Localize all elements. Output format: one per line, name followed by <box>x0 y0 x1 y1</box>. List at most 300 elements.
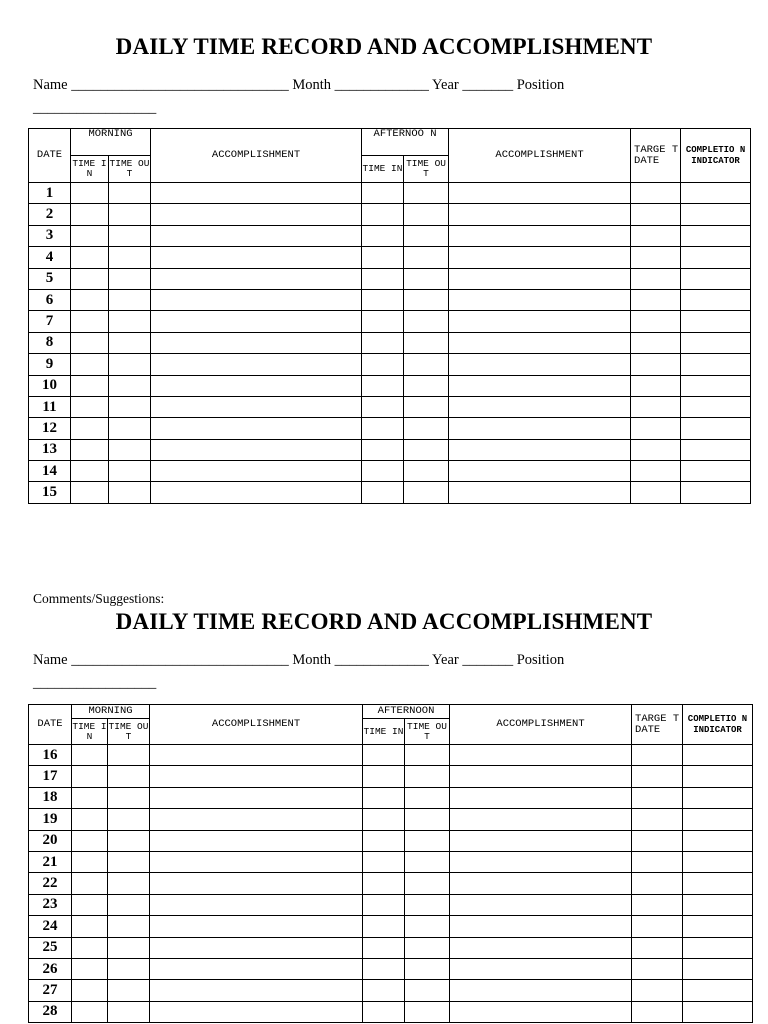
morning-time-in-header: TIME IN <box>72 719 108 745</box>
day-number: 22 <box>29 873 72 894</box>
form1-info-line: Name ______________________________ Month _____________ Year _______ Position <box>33 77 565 93</box>
form1-position-line: _________________ <box>33 100 157 116</box>
morning-time-in-cell[interactable] <box>71 396 109 417</box>
day-number: 20 <box>29 830 72 851</box>
afternoon-time-out-cell[interactable] <box>405 937 450 958</box>
afternoon-time-in-cell[interactable] <box>362 482 404 503</box>
afternoon-time-out-cell[interactable] <box>404 332 449 353</box>
morning-time-out-cell[interactable] <box>109 268 151 289</box>
target-date-cell[interactable] <box>632 745 683 766</box>
afternoon-accomplishment-cell[interactable] <box>449 204 631 225</box>
afternoon-time-in-cell[interactable] <box>363 851 405 872</box>
day-number: 16 <box>29 745 72 766</box>
afternoon-time-out-cell[interactable] <box>404 247 449 268</box>
morning-time-in-cell[interactable] <box>71 204 109 225</box>
completion-indicator-cell[interactable] <box>681 268 751 289</box>
afternoon-time-in-cell[interactable] <box>363 980 405 1001</box>
table-row <box>29 980 753 1001</box>
afternoon-accomplishment-cell[interactable] <box>449 311 631 332</box>
afternoon-time-out-cell[interactable] <box>405 980 450 1001</box>
afternoon-accomplishment-cell[interactable] <box>450 851 632 872</box>
afternoon-time-out-cell[interactable] <box>405 873 450 894</box>
target-date-cell[interactable] <box>631 183 681 204</box>
morning-time-out-cell[interactable] <box>108 745 150 766</box>
morning-accomplishment-cell[interactable] <box>151 247 362 268</box>
morning-time-out-cell[interactable] <box>109 332 151 353</box>
completion-indicator-cell[interactable] <box>683 873 753 894</box>
table-row <box>29 461 751 482</box>
afternoon-accomplishment-cell[interactable] <box>449 354 631 375</box>
morning-time-out-cell[interactable] <box>108 873 150 894</box>
afternoon-time-out-cell[interactable] <box>405 958 450 979</box>
day-number: 10 <box>29 375 71 396</box>
morning-time-in-cell[interactable] <box>72 766 108 787</box>
morning-accomplishment-cell[interactable] <box>150 894 363 915</box>
afternoon-time-out-cell[interactable] <box>404 204 449 225</box>
afternoon-time-out-cell[interactable] <box>405 1001 450 1022</box>
target-date-cell[interactable] <box>631 268 681 289</box>
afternoon-time-out-cell[interactable] <box>404 183 449 204</box>
afternoon-time-out-header: TIME OUT <box>404 156 449 183</box>
afternoon-accomplishment-cell[interactable] <box>450 745 632 766</box>
afternoon-time-out-cell[interactable] <box>404 461 449 482</box>
day-number: 15 <box>29 482 71 503</box>
form1-rows <box>29 183 751 504</box>
afternoon-time-out-cell[interactable] <box>404 354 449 375</box>
completion-indicator-cell[interactable] <box>681 289 751 310</box>
morning-time-out-cell[interactable] <box>109 225 151 246</box>
table-row <box>29 958 753 979</box>
morning-time-out-cell[interactable] <box>108 851 150 872</box>
afternoon-time-in-cell[interactable] <box>363 809 405 830</box>
form2-title: DAILY TIME RECORD AND ACCOMPLISHMENT <box>115 609 653 634</box>
completion-indicator-cell[interactable] <box>681 418 751 439</box>
afternoon-time-in-cell[interactable] <box>362 247 404 268</box>
morning-time-out-cell[interactable] <box>109 461 151 482</box>
target-date-cell[interactable] <box>632 980 683 1001</box>
afternoon-time-in-cell[interactable] <box>363 1001 405 1022</box>
afternoon-time-out-cell[interactable] <box>405 916 450 937</box>
morning-time-in-cell[interactable] <box>71 183 109 204</box>
afternoon-time-in-cell[interactable] <box>363 916 405 937</box>
target-date-cell[interactable] <box>631 289 681 310</box>
completion-indicator-cell[interactable] <box>683 916 753 937</box>
completion-indicator-cell[interactable] <box>683 787 753 808</box>
table-row <box>29 745 753 766</box>
day-number: 23 <box>29 894 72 915</box>
morning-accomplishment-cell[interactable] <box>151 482 362 503</box>
afternoon-accomplishment-cell[interactable] <box>449 482 631 503</box>
afternoon-time-out-cell[interactable] <box>405 851 450 872</box>
target-date-cell[interactable] <box>632 958 683 979</box>
table-row <box>29 204 751 225</box>
completion-indicator-cell[interactable] <box>683 851 753 872</box>
table-row <box>29 311 751 332</box>
afternoon-time-in-cell[interactable] <box>362 396 404 417</box>
completion-indicator-cell[interactable] <box>683 894 753 915</box>
morning-time-out-cell[interactable] <box>108 830 150 851</box>
afternoon-time-out-cell[interactable] <box>404 268 449 289</box>
completion-indicator-header: COMPLETIO N INDICATOR <box>683 705 753 745</box>
afternoon-time-in-cell[interactable] <box>363 937 405 958</box>
morning-time-in-cell[interactable] <box>72 809 108 830</box>
afternoon-time-in-cell[interactable] <box>363 873 405 894</box>
afternoon-time-in-cell[interactable] <box>362 183 404 204</box>
completion-indicator-cell[interactable] <box>683 745 753 766</box>
afternoon-accomplishment-cell[interactable] <box>450 980 632 1001</box>
day-number: 4 <box>29 247 71 268</box>
afternoon-accomplishment-cell[interactable] <box>450 873 632 894</box>
afternoon-time-in-cell[interactable] <box>362 375 404 396</box>
form2-time-record-table <box>28 704 753 1023</box>
day-number: 13 <box>29 439 71 460</box>
morning-accomplishment-cell[interactable] <box>150 851 363 872</box>
completion-indicator-cell[interactable] <box>681 461 751 482</box>
morning-time-in-cell[interactable] <box>71 268 109 289</box>
day-number: 11 <box>29 396 71 417</box>
day-number: 8 <box>29 332 71 353</box>
morning-accomplishment-cell[interactable] <box>150 873 363 894</box>
morning-time-out-cell[interactable] <box>108 958 150 979</box>
target-date-cell[interactable] <box>631 439 681 460</box>
afternoon-time-out-cell[interactable] <box>404 375 449 396</box>
target-date-header: TARGE T DATE <box>632 705 683 745</box>
morning-time-in-cell[interactable] <box>72 916 108 937</box>
table-row <box>29 873 753 894</box>
morning-time-out-cell[interactable] <box>109 482 151 503</box>
table-row <box>29 851 753 872</box>
target-date-cell[interactable] <box>631 482 681 503</box>
morning-time-in-cell[interactable] <box>71 311 109 332</box>
afternoon-time-out-cell[interactable] <box>404 311 449 332</box>
afternoon-time-out-cell[interactable] <box>404 418 449 439</box>
morning-time-out-cell[interactable] <box>109 375 151 396</box>
target-date-cell[interactable] <box>631 225 681 246</box>
afternoon-time-out-cell[interactable] <box>404 289 449 310</box>
table-row <box>29 396 751 417</box>
afternoon-time-in-header: TIME IN <box>363 719 405 745</box>
afternoon-time-out-cell[interactable] <box>404 225 449 246</box>
morning-accomplishment-cell[interactable] <box>151 332 362 353</box>
target-date-cell[interactable] <box>631 332 681 353</box>
morning-time-in-cell[interactable] <box>72 980 108 1001</box>
morning-time-in-cell[interactable] <box>71 225 109 246</box>
morning-time-out-cell[interactable] <box>109 183 151 204</box>
target-date-cell[interactable] <box>631 375 681 396</box>
target-date-cell[interactable] <box>632 809 683 830</box>
target-date-cell[interactable] <box>632 1001 683 1022</box>
target-date-cell[interactable] <box>632 830 683 851</box>
target-date-cell[interactable] <box>632 894 683 915</box>
morning-accomplishment-cell[interactable] <box>151 461 362 482</box>
afternoon-time-in-cell[interactable] <box>363 830 405 851</box>
morning-time-in-cell[interactable] <box>71 461 109 482</box>
morning-time-in-cell[interactable] <box>72 745 108 766</box>
table-row <box>29 247 751 268</box>
morning-time-in-cell[interactable] <box>72 958 108 979</box>
table-row <box>29 937 753 958</box>
afternoon-time-in-cell[interactable] <box>362 268 404 289</box>
day-number: 21 <box>29 851 72 872</box>
target-date-header: TARGE T DATE <box>631 129 681 183</box>
morning-accomplishment-cell[interactable] <box>151 183 362 204</box>
afternoon-time-in-cell[interactable] <box>363 787 405 808</box>
morning-accomplishment-cell[interactable] <box>151 354 362 375</box>
morning-accomplishment-cell[interactable] <box>151 311 362 332</box>
morning-accomplishment-cell[interactable] <box>150 766 363 787</box>
afternoon-time-out-header: TIME OUT <box>405 719 450 745</box>
morning-time-in-header: TIME IN <box>71 156 109 183</box>
afternoon-accomplishment-cell[interactable] <box>449 439 631 460</box>
morning-time-out-cell[interactable] <box>108 980 150 1001</box>
morning-time-in-cell[interactable] <box>71 354 109 375</box>
day-number: 28 <box>29 1001 72 1022</box>
morning-time-out-cell[interactable] <box>108 1001 150 1022</box>
target-date-cell[interactable] <box>632 937 683 958</box>
afternoon-time-in-cell[interactable] <box>363 958 405 979</box>
afternoon-accomplishment-cell[interactable] <box>449 289 631 310</box>
afternoon-time-out-cell[interactable] <box>404 439 449 460</box>
morning-accomplishment-cell[interactable] <box>150 1001 363 1022</box>
target-date-cell[interactable] <box>631 247 681 268</box>
morning-header: MORNING <box>72 705 150 719</box>
morning-time-out-cell[interactable] <box>109 204 151 225</box>
afternoon-time-in-cell[interactable] <box>362 225 404 246</box>
target-date-cell[interactable] <box>631 204 681 225</box>
afternoon-time-in-cell[interactable] <box>363 894 405 915</box>
morning-accomplishment-cell[interactable] <box>150 937 363 958</box>
accomplishment-header: ACCOMPLISHMENT <box>151 129 362 183</box>
morning-time-in-cell[interactable] <box>72 787 108 808</box>
morning-accomplishment-cell[interactable] <box>151 204 362 225</box>
morning-accomplishment-cell[interactable] <box>151 289 362 310</box>
afternoon-accomplishment-cell[interactable] <box>449 183 631 204</box>
completion-indicator-cell[interactable] <box>683 1001 753 1022</box>
target-date-cell[interactable] <box>631 396 681 417</box>
target-date-cell[interactable] <box>631 461 681 482</box>
morning-accomplishment-cell[interactable] <box>150 916 363 937</box>
day-number: 2 <box>29 204 71 225</box>
morning-accomplishment-cell[interactable] <box>151 418 362 439</box>
completion-indicator-cell[interactable] <box>681 439 751 460</box>
afternoon-accomplishment-cell[interactable] <box>450 894 632 915</box>
afternoon-accomplishment-cell[interactable] <box>450 1001 632 1022</box>
morning-accomplishment-cell[interactable] <box>150 809 363 830</box>
table-row <box>29 418 751 439</box>
afternoon-accomplishment-cell[interactable] <box>450 787 632 808</box>
morning-accomplishment-cell[interactable] <box>150 958 363 979</box>
afternoon-time-in-cell[interactable] <box>363 745 405 766</box>
afternoon-accomplishment-cell[interactable] <box>449 247 631 268</box>
morning-time-out-cell[interactable] <box>109 396 151 417</box>
morning-time-out-cell[interactable] <box>108 937 150 958</box>
completion-indicator-cell[interactable] <box>683 809 753 830</box>
morning-accomplishment-cell[interactable] <box>151 396 362 417</box>
form2-info-line: Name ______________________________ Month _____________ Year _______ Position <box>33 652 565 668</box>
day-number: 27 <box>29 980 72 1001</box>
target-date-cell[interactable] <box>631 354 681 375</box>
completion-indicator-cell[interactable] <box>681 396 751 417</box>
completion-indicator-cell[interactable] <box>683 937 753 958</box>
morning-accomplishment-cell[interactable] <box>151 375 362 396</box>
table-row <box>29 482 751 503</box>
table-row <box>29 787 753 808</box>
morning-accomplishment-cell[interactable] <box>150 980 363 1001</box>
comments-label: Comments/Suggestions: <box>33 591 165 606</box>
day-number: 17 <box>29 766 72 787</box>
morning-time-in-cell[interactable] <box>71 375 109 396</box>
afternoon-accomplishment-cell[interactable] <box>449 396 631 417</box>
completion-indicator-cell[interactable] <box>681 204 751 225</box>
accomplishment-header: ACCOMPLISHMENT <box>449 129 631 183</box>
afternoon-accomplishment-cell[interactable] <box>450 809 632 830</box>
morning-time-in-cell[interactable] <box>72 851 108 872</box>
afternoon-time-out-cell[interactable] <box>405 766 450 787</box>
morning-time-out-cell[interactable] <box>108 894 150 915</box>
date-header: DATE <box>29 705 72 745</box>
afternoon-header: AFTERNOON <box>363 705 450 719</box>
table-row <box>29 289 751 310</box>
afternoon-accomplishment-cell[interactable] <box>450 766 632 787</box>
table-row <box>29 183 751 204</box>
target-date-cell[interactable] <box>632 787 683 808</box>
morning-time-in-cell[interactable] <box>71 247 109 268</box>
morning-header: MORNING <box>71 129 151 156</box>
morning-time-in-cell[interactable] <box>71 289 109 310</box>
completion-indicator-cell[interactable] <box>681 354 751 375</box>
morning-time-out-cell[interactable] <box>108 809 150 830</box>
afternoon-time-in-cell[interactable] <box>362 311 404 332</box>
table-row <box>29 268 751 289</box>
table-row <box>29 1001 753 1022</box>
day-number: 3 <box>29 225 71 246</box>
afternoon-time-in-cell[interactable] <box>362 354 404 375</box>
afternoon-time-in-cell[interactable] <box>362 289 404 310</box>
morning-time-in-cell[interactable] <box>72 873 108 894</box>
day-number: 6 <box>29 289 71 310</box>
morning-accomplishment-cell[interactable] <box>151 225 362 246</box>
target-date-cell[interactable] <box>632 916 683 937</box>
target-date-cell[interactable] <box>632 851 683 872</box>
morning-accomplishment-cell[interactable] <box>151 439 362 460</box>
afternoon-accomplishment-cell[interactable] <box>449 332 631 353</box>
morning-time-out-cell[interactable] <box>109 311 151 332</box>
morning-time-out-cell[interactable] <box>108 766 150 787</box>
afternoon-time-in-cell[interactable] <box>362 418 404 439</box>
afternoon-time-in-cell[interactable] <box>363 766 405 787</box>
morning-time-in-cell[interactable] <box>71 418 109 439</box>
afternoon-time-out-cell[interactable] <box>404 482 449 503</box>
morning-time-in-cell[interactable] <box>72 937 108 958</box>
table-row <box>29 766 753 787</box>
table-row <box>29 225 751 246</box>
afternoon-accomplishment-cell[interactable] <box>449 268 631 289</box>
table-row <box>29 439 751 460</box>
afternoon-accomplishment-cell[interactable] <box>450 958 632 979</box>
afternoon-accomplishment-cell[interactable] <box>450 830 632 851</box>
afternoon-time-in-cell[interactable] <box>362 204 404 225</box>
completion-indicator-cell[interactable] <box>681 247 751 268</box>
morning-time-out-cell[interactable] <box>108 916 150 937</box>
morning-accomplishment-cell[interactable] <box>150 830 363 851</box>
morning-time-in-cell[interactable] <box>72 1001 108 1022</box>
day-number: 18 <box>29 787 72 808</box>
morning-time-out-cell[interactable] <box>109 439 151 460</box>
table-row <box>29 894 753 915</box>
form1-time-record-table <box>28 128 751 504</box>
afternoon-time-out-cell[interactable] <box>405 745 450 766</box>
morning-time-in-cell[interactable] <box>71 332 109 353</box>
morning-accomplishment-cell[interactable] <box>150 745 363 766</box>
afternoon-time-in-cell[interactable] <box>362 332 404 353</box>
table-row <box>29 354 751 375</box>
morning-time-out-cell[interactable] <box>109 354 151 375</box>
day-number: 1 <box>29 183 71 204</box>
completion-indicator-cell[interactable] <box>681 183 751 204</box>
table-row <box>29 332 751 353</box>
target-date-cell[interactable] <box>632 873 683 894</box>
target-date-cell[interactable] <box>631 311 681 332</box>
afternoon-accomplishment-cell[interactable] <box>450 937 632 958</box>
completion-indicator-cell[interactable] <box>683 958 753 979</box>
completion-indicator-cell[interactable] <box>681 375 751 396</box>
morning-time-out-cell[interactable] <box>109 289 151 310</box>
form1-title: DAILY TIME RECORD AND ACCOMPLISHMENT <box>115 34 653 59</box>
day-number: 14 <box>29 461 71 482</box>
afternoon-accomplishment-cell[interactable] <box>449 225 631 246</box>
morning-time-in-cell[interactable] <box>71 439 109 460</box>
day-number: 25 <box>29 937 72 958</box>
morning-accomplishment-cell[interactable] <box>151 268 362 289</box>
date-header: DATE <box>29 129 71 183</box>
morning-time-in-cell[interactable] <box>72 894 108 915</box>
morning-time-out-header: TIME OUT <box>108 719 150 745</box>
day-number: 5 <box>29 268 71 289</box>
afternoon-accomplishment-cell[interactable] <box>449 461 631 482</box>
target-date-cell[interactable] <box>632 766 683 787</box>
target-date-cell[interactable] <box>631 418 681 439</box>
accomplishment-header: ACCOMPLISHMENT <box>150 705 363 745</box>
morning-time-out-cell[interactable] <box>109 247 151 268</box>
completion-indicator-cell[interactable] <box>683 980 753 1001</box>
afternoon-time-out-cell[interactable] <box>405 809 450 830</box>
table-row <box>29 809 753 830</box>
morning-time-in-cell[interactable] <box>71 482 109 503</box>
completion-indicator-cell[interactable] <box>683 766 753 787</box>
afternoon-time-out-cell[interactable] <box>405 830 450 851</box>
afternoon-time-in-header: TIME IN <box>362 156 404 183</box>
form2-position-line: _________________ <box>33 675 157 691</box>
morning-time-out-cell[interactable] <box>109 418 151 439</box>
completion-indicator-cell[interactable] <box>681 225 751 246</box>
afternoon-time-out-cell[interactable] <box>405 787 450 808</box>
afternoon-time-out-cell[interactable] <box>405 894 450 915</box>
morning-time-out-cell[interactable] <box>108 787 150 808</box>
afternoon-accomplishment-cell[interactable] <box>450 916 632 937</box>
morning-time-in-cell[interactable] <box>72 830 108 851</box>
morning-accomplishment-cell[interactable] <box>150 787 363 808</box>
completion-indicator-cell[interactable] <box>681 332 751 353</box>
afternoon-time-in-cell[interactable] <box>362 461 404 482</box>
completion-indicator-cell[interactable] <box>681 311 751 332</box>
day-number: 19 <box>29 809 72 830</box>
completion-indicator-cell[interactable] <box>681 482 751 503</box>
afternoon-time-in-cell[interactable] <box>362 439 404 460</box>
afternoon-time-out-cell[interactable] <box>404 396 449 417</box>
afternoon-accomplishment-cell[interactable] <box>449 418 631 439</box>
completion-indicator-cell[interactable] <box>683 830 753 851</box>
afternoon-accomplishment-cell[interactable] <box>449 375 631 396</box>
